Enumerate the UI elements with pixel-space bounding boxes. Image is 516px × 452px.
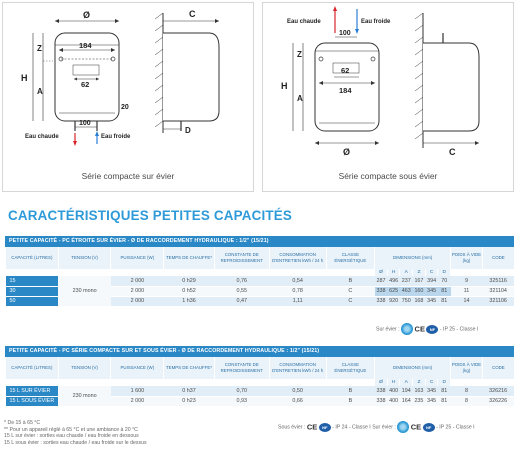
cell-heat-time: 1 h36 [164, 296, 215, 306]
diagram-sur-evier [3, 3, 253, 163]
dim-subheader: C [425, 379, 438, 386]
dim-100-label: 100 [339, 30, 351, 37]
cell-dim: 394 [425, 276, 438, 286]
col-header: CAPACITÉ (LITRES) [6, 247, 59, 269]
cell-dim: 81 [438, 396, 451, 406]
cell-heat-time: 0 h52 [164, 286, 215, 296]
cell-capacity: 15 L SOUS ÉVIER [6, 396, 59, 406]
cell-power: 2 000 [111, 286, 164, 296]
cell-heat-time: 0 h29 [164, 276, 215, 286]
col-header: CLASSE ÉNERGÉTIQUE [326, 357, 375, 379]
cell-cooling-constant: 0,47 [214, 296, 269, 306]
dim-subheader: D [438, 379, 451, 386]
dim-subheader: A [400, 379, 413, 386]
nf-certification-icon: NF [426, 325, 438, 334]
cell-dim: 168 [414, 298, 424, 304]
dim-h-label: H [21, 73, 28, 83]
hot-water-label: Eau chaude [25, 134, 59, 140]
cell-dim: 287 [375, 276, 388, 286]
sur-evier-label: Sur évier : [372, 424, 396, 431]
cell-dim: 338 [375, 386, 388, 396]
sous-evier-label: Sous évier : [278, 424, 306, 431]
ce-mark-icon: CE [414, 324, 425, 334]
dim-subheader: A [400, 269, 413, 276]
ce-mark-icon: CE [306, 422, 318, 432]
dim-diameter-label: Ø [83, 10, 91, 20]
footnote: * De 15 à 65 °C [4, 420, 41, 426]
dim-subheader: Ø [375, 269, 388, 276]
diagram-panel-sous-evier [262, 2, 514, 192]
col-header: POIDS À VIDE (kg) [451, 247, 483, 269]
cell-code: 321104 [482, 286, 514, 296]
cell-dim: 463 [401, 288, 411, 294]
dim-subheader: D [438, 269, 451, 276]
cell-cooling-constant: 0,93 [214, 396, 269, 406]
diagram-caption-sous-evier: Série compacte sous évier [338, 171, 438, 181]
col-header: CLASSE ÉNERGÉTIQUE [326, 247, 375, 269]
nf-certification-icon: NF [319, 423, 331, 432]
col-header: DIMENSIONS (mm) [375, 247, 451, 269]
cell-dim: 81 [438, 286, 451, 296]
cell-capacity: 15 L SUR ÉVIER [6, 386, 59, 396]
cell-power: 1 600 [111, 386, 164, 396]
cold-water-label: Eau froide [101, 134, 131, 140]
col-header: CONSTANTE DE REFROIDISSEMENT [214, 357, 269, 379]
cell-consumption: 1,11 [269, 296, 326, 306]
cell-consumption: 0,66 [269, 396, 326, 406]
table1-certifications [376, 323, 478, 335]
dim-20-label: 20 [121, 104, 129, 111]
cell-dim: 345 [425, 386, 438, 396]
cell-code: 326226 [482, 396, 514, 406]
cell-dim: 70 [438, 276, 451, 286]
table-header-bar: PETITE CAPACITÉ - PC SÉRIE COMPACTE SUR ET SOUS ÉVIER - Ø DE RACCORDEMENT HYDRAULIQUE : 1/2" (15/21) [5, 346, 514, 357]
dim-184-label: 184 [339, 86, 352, 95]
cell-code: 321106 [482, 296, 514, 306]
table2-certifications [278, 421, 475, 433]
footnote: 15 L sur évier : sorties eau chaude / eau froide en dessous [4, 433, 139, 440]
cell-power: 2 000 [111, 276, 164, 286]
ip24-rating-label: - IP 24 - Classe I [332, 424, 371, 431]
cell-consumption: 0,50 [269, 386, 326, 396]
cell-dim: 338 [376, 298, 386, 304]
cell-dim: 496 [387, 276, 400, 286]
col-header: TEMPS DE CHAUFFE* [164, 357, 215, 379]
table-pc-etroite [5, 236, 514, 307]
dim-184-label: 184 [79, 41, 92, 50]
ip-rating-label: - IP 25 - Classe I [439, 326, 479, 333]
cell-dim: 338 [376, 288, 386, 294]
cell-dim: 160 [414, 288, 424, 294]
cell-dim: 194 [400, 386, 413, 396]
col-header: CONSTANTE DE REFROIDISSEMENT [214, 247, 269, 269]
dim-subheader: H [387, 269, 400, 276]
nf-certification-icon: NF [423, 423, 435, 432]
dim-subheader: Z [413, 269, 426, 276]
col-header: POIDS À VIDE (kg) [451, 357, 483, 379]
diagram-sous-evier [263, 3, 513, 163]
cell-weight: 8 [451, 396, 483, 406]
dim-subheader: H [387, 379, 400, 386]
dim-diameter-label: Ø [343, 147, 351, 157]
droplet-badge-icon [401, 323, 413, 335]
table-row [6, 386, 515, 396]
cell-dim: 338 [376, 398, 386, 404]
cell-dim: 400 [387, 386, 400, 396]
dim-a-label: A [297, 94, 303, 103]
cell-dim: 345 [427, 398, 437, 404]
diagram-caption-sur-evier: Série compacte sur évier [81, 171, 175, 181]
col-header: TENSION (V) [58, 357, 111, 379]
cell-dim: 81 [438, 296, 451, 306]
cell-heat-time: 0 h23 [164, 396, 215, 406]
cell-cooling-constant: 0,76 [214, 276, 269, 286]
cell-code: 326216 [482, 386, 514, 396]
cell-dim: 625 [389, 288, 399, 294]
cell-power: 2 000 [111, 296, 164, 306]
dim-100-label: 100 [79, 120, 91, 127]
dim-z-label: Z [37, 44, 42, 53]
dim-subheader: Z [413, 379, 426, 386]
col-header: TENSION (V) [58, 247, 111, 269]
cell-dim: 237 [400, 276, 413, 286]
dim-z-label: Z [297, 50, 302, 59]
cell-energy-class: C [326, 296, 375, 306]
col-header: PUISSANCE (W) [111, 247, 164, 269]
section-title: CARACTÉRISTIQUES PETITES CAPACITÉS [8, 208, 293, 223]
cell-dim: 167 [413, 276, 426, 286]
data-table [5, 247, 514, 307]
cell-dim: 920 [389, 298, 399, 304]
data-table [5, 357, 514, 407]
footnotes [4, 420, 147, 446]
table-pc-compacte [5, 346, 514, 407]
cell-code: 325116 [482, 276, 514, 286]
dim-a-label: A [37, 87, 43, 96]
table-row [6, 276, 515, 286]
col-header: PUISSANCE (W) [111, 357, 164, 379]
cell-cooling-constant: 0,70 [214, 386, 269, 396]
cell-energy-class: B [326, 386, 375, 396]
ip25-rating-label: - IP 25 - Classe I [436, 424, 475, 431]
dim-h-label: H [281, 81, 288, 91]
cell-dim: 750 [401, 298, 411, 304]
cell-dim: 400 [389, 398, 399, 404]
sur-evier-label: Sur évier : [376, 326, 400, 333]
cold-water-label: Eau froide [361, 19, 391, 25]
cell-consumption: 0,78 [269, 286, 326, 296]
cell-energy-class: B [326, 276, 375, 286]
dim-subheader: C [425, 269, 438, 276]
cell-heat-time: 0 h37 [164, 386, 215, 396]
cell-capacity: 50 [6, 296, 59, 306]
cell-tension: 230 mono [58, 276, 111, 306]
cell-dim: 163 [413, 386, 426, 396]
cell-consumption: 0,54 [269, 276, 326, 286]
cell-capacity: 15 [6, 276, 59, 286]
hot-water-label: Eau chaude [287, 19, 321, 25]
cell-dim: 345 [427, 288, 437, 294]
dim-subheader: Ø [375, 379, 388, 386]
cell-weight: 9 [451, 276, 483, 286]
ce-mark-icon: CE [410, 422, 422, 432]
cell-weight: 8 [451, 386, 483, 396]
cell-dim: 235 [414, 398, 424, 404]
cell-weight: 14 [451, 296, 483, 306]
col-header: CONSOMMATION D'ENTRETIEN kWh / 24 h [269, 357, 326, 379]
cell-tension: 230 mono [58, 386, 111, 406]
dim-62-label: 62 [341, 66, 350, 75]
footnote: ** Pour un appareil réglé à 65 °C et une ambiance à 20 °C [4, 426, 138, 433]
cell-dim: 164 [401, 398, 411, 404]
cell-energy-class: C [326, 286, 375, 296]
diagram-panel-sur-evier [2, 2, 254, 192]
cell-dim: 81 [438, 386, 451, 396]
col-header: CONSOMMATION D'ENTRETIEN kWh / 24 h [269, 247, 326, 269]
cell-dim: 345 [427, 298, 437, 304]
col-header: DIMENSIONS (mm) [375, 357, 451, 379]
cell-weight: 11 [451, 286, 483, 296]
dim-c-label: C [189, 9, 196, 19]
dim-d-label: D [185, 126, 191, 135]
cell-power: 2 000 [111, 396, 164, 406]
col-header: CAPACITÉ (LITRES) [6, 357, 59, 379]
col-header: TEMPS DE CHAUFFE* [164, 247, 215, 269]
table-header-bar: PETITE CAPACITÉ - PC ÉTROITE SUR ÉVIER - Ø DE RACCORDEMENT HYDRAULIQUE : 1/2" (15/21) [5, 236, 514, 247]
footnote: 15 L sous évier : sorties eau chaude / eau froide sur le dessus [4, 439, 147, 446]
dim-62-label: 62 [81, 80, 90, 89]
col-header: CODE [482, 247, 514, 269]
cell-capacity: 30 [6, 286, 59, 296]
dim-c-label: C [449, 147, 456, 157]
col-header: CODE [482, 357, 514, 379]
droplet-badge-icon [397, 421, 409, 433]
cell-energy-class: B [326, 396, 375, 406]
cell-cooling-constant: 0,55 [214, 286, 269, 296]
